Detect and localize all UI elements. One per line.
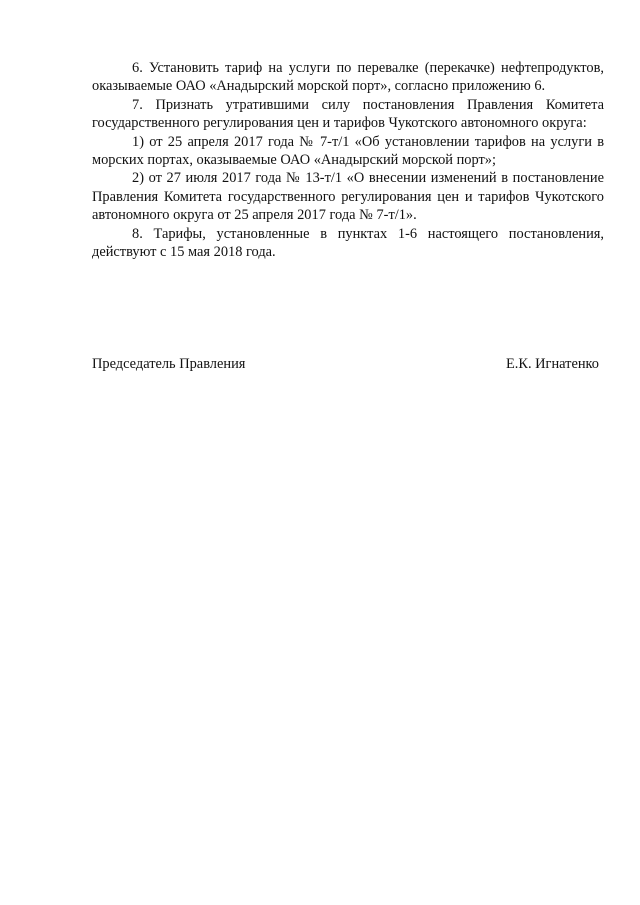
signatory-name: Е.К. Игнатенко (505, 356, 599, 372)
document-body (92, 59, 604, 261)
paragraph-item-6: 6. Установить тариф на услуги по перевалке (перекачке) нефтепродуктов, оказываемые ОАО «Анадырский морской порт», согласно приложению 6. (92, 60, 604, 95)
signature-block (92, 355, 599, 373)
paragraph-subitem-2: 2) от 27 июля 2017 года № 13-т/1 «О внесении изменений в постановление Правления Комитета государственного регулирования цен и тарифов Чукотского автономного округа от 25 апреля 2017 года № 7-т/1». (92, 170, 604, 224)
paragraph-item-8: 8. Тарифы, установленные в пунктах 1-6 настоящего постановления, действуют с 15 мая 2018 года. (92, 225, 604, 261)
signatory-position: Председатель Правления (92, 356, 246, 372)
paragraph-subitem-1: 1) от 25 апреля 2017 года № 7-т/1 «Об установлении тарифов на услуги в морских портах, оказываемые ОАО «Анадырский морской порт»; (92, 133, 604, 169)
paragraph-item-7: 7. Признать утратившими силу постановления Правления Комитета государственного регулирования цен и тарифов Чукотского автономного округа: (92, 96, 604, 132)
